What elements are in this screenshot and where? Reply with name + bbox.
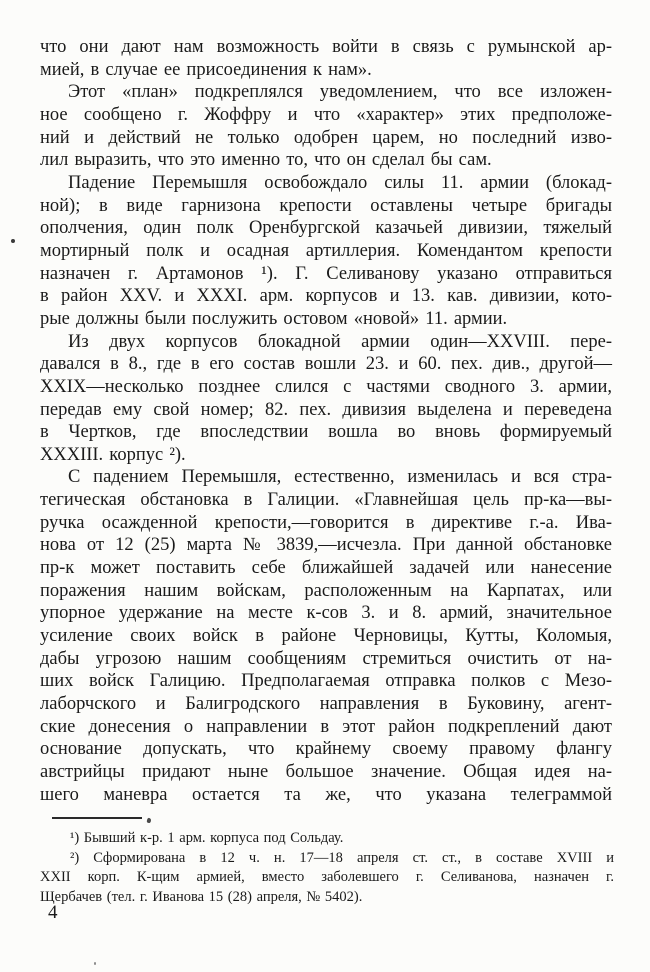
text-line: XXII корп. К-щим армией, вместо заболевшего г. Селиванова, назначен г. [40, 869, 614, 885]
text-line: ские донесения о направлении в этот район подкреплений дают [40, 716, 612, 737]
text-line: давался в 8., где в его состав вошли 23. и 60. пех. див., другой— [40, 354, 612, 375]
main-text-block [40, 36, 612, 806]
text-line: мортирный полк и осадная артиллерия. Комендантом крепости [40, 240, 612, 261]
text-line: Падение Перемышля освобождало силы 11. армии (блокад- [68, 172, 612, 193]
footnote-separator-rule [52, 817, 142, 819]
text-line: шего маневра остается та же, что указана телеграммой [40, 784, 612, 805]
text-line: Из двух корпусов блокадной армии один—XXVIII. пере- [68, 331, 612, 352]
text-line: мией, в случае ее присоединения к нам». [40, 59, 372, 80]
text-line: тегическая обстановка в Галиции. «Главнейшая цель пр-ка—вы- [40, 490, 612, 511]
paragraph [40, 172, 612, 331]
text-line: ное сообщено г. Жоффру и что «характер» этих предположе- [40, 104, 612, 125]
text-line: передав ему свой номер; 82. пех. дивизия выделена и переведена [40, 399, 612, 420]
footnotes-block [40, 829, 614, 907]
paragraph [40, 36, 612, 81]
text-line: пр-к может поставить себе ближайшей задачей или нанесение [40, 558, 612, 579]
text-line: Этот «план» подкреплялся уведомлением, что все изложен- [68, 82, 612, 103]
page-number: 4 [48, 902, 58, 923]
text-line: XXIX—несколько позднее слился с частями сводного 3. армии, [40, 376, 612, 397]
text-line: в Чертков, где впоследствии вошла во вновь формируемый [40, 422, 612, 443]
text-line: упорное удержание на месте к-сов 3. и 8. армий, значительное [40, 603, 612, 624]
text-line: Щербачев (тел. г. Иванова 15 (28) апреля, № 5402). [40, 888, 363, 905]
text-line: ²) Сформирована в 12 ч. н. 17—18 апреля ст. ст., в составе XVIII и [70, 849, 614, 866]
text-line: лил выразить, что это именно то, что он сделал бы сам. [40, 150, 492, 171]
text-line: лаборчского и Балигродского направления в Буковину, агент- [40, 694, 612, 715]
text-line: ний и действий не только одобрен царем, но последний изво- [40, 127, 612, 148]
text-line: австрийцы придают ныне большое значение. Общая идея на- [40, 762, 612, 782]
text-line: ручка осажденной крепости,—говорится в директиве г.-а. Ива- [40, 512, 612, 533]
text-line: что они дают нам возможность войти в связь с румынской ар- [40, 37, 612, 57]
text-line: ших войск Галицию. Предполагаемая отправка полков с Мезо- [40, 671, 612, 692]
text-line: дабы угрозою нашим сообщениям стремиться очистить от на- [40, 648, 612, 669]
scan-speck [94, 962, 96, 965]
text-line: нова от 12 (25) марта № 3839,—исчезла. При данной обстановке [40, 535, 612, 556]
text-line: рые должны были послужить остовом «новой» 11. армии. [40, 308, 508, 329]
text-line: ополчения, один полк Оренбургской казачьей дивизии, тяжелый [40, 218, 612, 239]
text-line: поражения нашим войскам, расположенным на Карпатах, или [40, 580, 612, 601]
paragraph [40, 829, 614, 849]
text-line: в район XXV. и XXXI. арм. корпусов и 13. кав. дивизии, кото- [40, 286, 612, 307]
text-line: С падением Перемышля, естественно, изменилась и вся стра- [68, 467, 612, 488]
paragraph [40, 81, 612, 172]
paragraph [40, 849, 614, 908]
text-line: основание допускать, что крайнему своему правому флангу [40, 739, 612, 760]
text-line: ной); в виде гарнизона крепости оставлены четыре бригады [40, 195, 612, 216]
text-line: назначен г. Артамонов ¹). Г. Селиванову указано отправиться [40, 263, 612, 284]
text-line: XXXIII. корпус ²). [40, 444, 186, 465]
text-line: ¹) Бывший к-р. 1 арм. корпуса под Сольдау. [70, 830, 344, 846]
text-line: усиление своих войск в районе Черновицы, Кутты, Коломыя, [40, 626, 612, 647]
paragraph [40, 331, 612, 467]
paragraph [40, 466, 612, 806]
scan-speck [146, 818, 151, 824]
scan-speck [11, 239, 15, 243]
